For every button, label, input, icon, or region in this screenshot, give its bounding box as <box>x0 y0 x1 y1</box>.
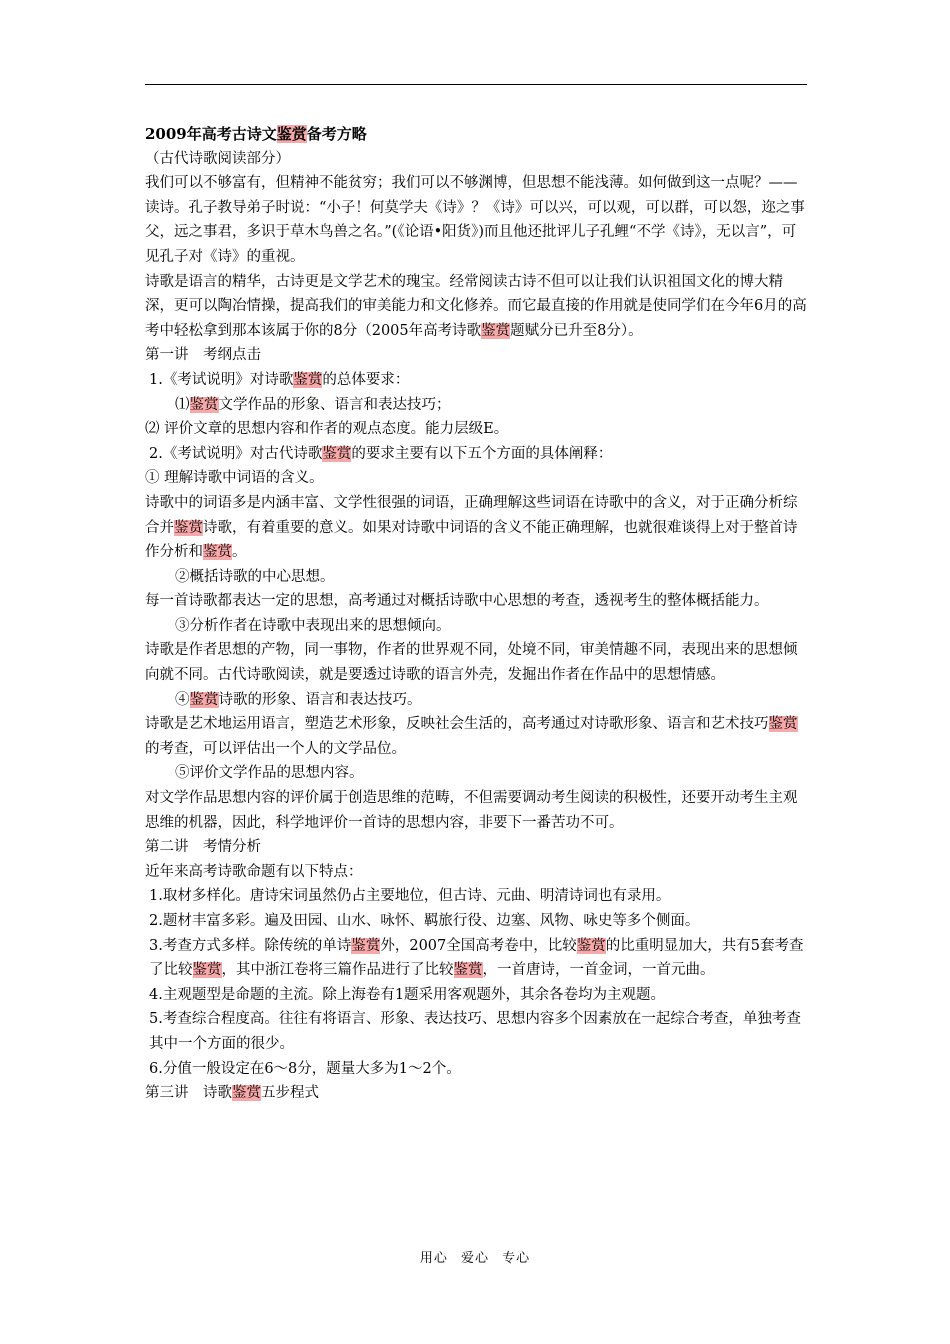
highlight: 鉴赏 <box>192 962 222 979</box>
lecture-2-heading: 第二讲 考情分析 <box>145 839 261 856</box>
lecture-1-heading: 第一讲 考纲点击 <box>145 347 261 364</box>
lecture-2-intro: 近年来高考诗歌命题有以下特点： <box>145 863 363 880</box>
point-2-heading: ②概括诗歌的中心思想。 <box>175 568 335 585</box>
highlight: 鉴赏 <box>276 125 307 143</box>
header-rule <box>145 84 807 85</box>
highlight: 鉴赏 <box>189 396 219 413</box>
feature-6: 6.分值一般设定在6～8分，题量大多为1～2个。 <box>149 1060 461 1077</box>
requirement-1: 1.《考试说明》对诗歌鉴赏的总体要求： <box>149 371 410 388</box>
point-4-body: 诗歌是艺术地运用语言，塑造艺术形象，反映社会生活的，高考通过对诗歌形象、语言和艺术技巧鉴赏的考查，可以评估出一个人的文学品位。 <box>145 716 798 757</box>
point-5-body: 对文学作品思想内容的评价属于创造思维的范畴，不但需要调动考生阅读的积极性，还要开动考生主观思维的机器，因此，科学地评价一首诗的思想内容，非要下一番苦功不可。 <box>145 790 798 831</box>
document-title: 2009年高考古诗文鉴赏备考方略 <box>145 125 367 143</box>
highlight: 鉴赏 <box>576 937 606 954</box>
lecture-3-heading: 第三讲 诗歌鉴赏五步程式 <box>145 1085 319 1102</box>
highlight: 鉴赏 <box>203 544 232 561</box>
point-3-heading: ③分析作者在诗歌中表现出来的思想倾向。 <box>175 617 451 634</box>
subtitle: （古代诗歌阅读部分） <box>145 150 290 167</box>
point-5-heading: ⑤评价文学作品的思想内容。 <box>175 765 364 782</box>
requirement-2: 2.《考试说明》对古代诗歌鉴赏的要求主要有以下五个方面的具体阐释： <box>149 445 613 462</box>
highlight: 鉴赏 <box>322 445 352 462</box>
requirement-1b: ⑵ 评价文章的思想内容和作者的观点态度。能力层级E。 <box>145 421 509 438</box>
feature-3: 3.考查方式多样。除传统的单诗鉴赏外，2007全国高考卷中，比较鉴赏的比重明显加大，共有5套考查了比较鉴赏，其中浙江卷将三篇作品进行了比较鉴赏，一首唐诗，一首金词，一首元曲。 <box>149 937 804 979</box>
point-1-heading: ① 理解诗歌中词语的含义。 <box>145 470 324 487</box>
point-3-body: 诗歌是作者思想的产物，同一事物，作者的世界观不同，处境不同，审美情趣不同，表现出来的思想倾向就不同。古代诗歌阅读，就是要透过诗歌的语言外壳，发掘出作者在作品中的思想情感。 <box>145 642 798 684</box>
highlight: 鉴赏 <box>453 962 483 979</box>
highlight: 鉴赏 <box>232 1085 261 1102</box>
intro-paragraph-2: 诗歌是语言的精华，古诗更是文学艺术的瑰宝。经常阅读古诗不但可以让我们认识祖国文化的博大精深，更可以陶冶情操，提高我们的审美能力和文化修养。而它最直接的作用就是使同学们在今年6月的高考中轻松拿到那本该属于你的8分（2005年高考诗歌鉴赏题赋分已升至8分）。 <box>145 273 807 339</box>
page-footer: 用心 爱心 专心 <box>419 1251 531 1266</box>
highlight: 鉴赏 <box>189 691 219 708</box>
point-2-body: 每一首诗歌都表达一定的思想，高考通过对概括诗歌中心思想的考查，透视考生的整体概括能力。 <box>145 593 769 610</box>
highlight: 鉴赏 <box>293 371 323 388</box>
feature-5: 5.考查综合程度高。往往有将语言、形象、表达技巧、思想内容多个因素放在一起综合考查，单独考查其中一个方面的很少。 <box>149 1011 801 1052</box>
feature-4: 4.主观题型是命题的主流。除上海卷有1题采用客观题外，其余各卷均为主观题。 <box>149 986 666 1003</box>
requirement-1a: ⑴鉴赏文学作品的形象、语言和表达技巧； <box>175 396 451 413</box>
highlight: 鉴赏 <box>174 519 203 536</box>
feature-1: 1.取材多样化。唐诗宋词虽然仍占主要地位，但古诗、元曲、明清诗词也有录用。 <box>149 888 671 905</box>
document-body <box>145 122 807 1106</box>
point-4-heading: ④鉴赏诗歌的形象、语言和表达技巧。 <box>175 691 422 708</box>
highlight: 鉴赏 <box>768 716 798 733</box>
highlight: 鉴赏 <box>351 937 381 954</box>
point-1-body: 诗歌中的词语多是内涵丰富、文学性很强的词语，正确理解这些词语在诗歌中的含义，对于正确分析综合并鉴赏诗歌，有着重要的意义。如果对诗歌中词语的含义不能正确理解，也就很难谈得上对于整首诗作分析和鉴赏。 <box>145 494 798 561</box>
feature-2: 2.题材丰富多彩。遍及田园、山水、咏怀、羁旅行役、边塞、风物、咏史等多个侧面。 <box>149 913 700 929</box>
intro-paragraph-1: 我们可以不够富有，但精神不能贫穷；我们可以不够渊博，但思想不能浅薄。如何做到这一点呢？——读诗。孔子教导弟子时说：“小子！何莫学夫《诗》？《诗》可以兴，可以观，可以群，可以怨，迩之事父，远之事君，多识于草木鸟兽之名。”(《论语•阳货》)而且他还批评儿子孔鲤“不学《诗》，无以言”，可见孔子对《诗》的重视。 <box>145 175 805 265</box>
highlight: 鉴赏 <box>481 322 511 339</box>
